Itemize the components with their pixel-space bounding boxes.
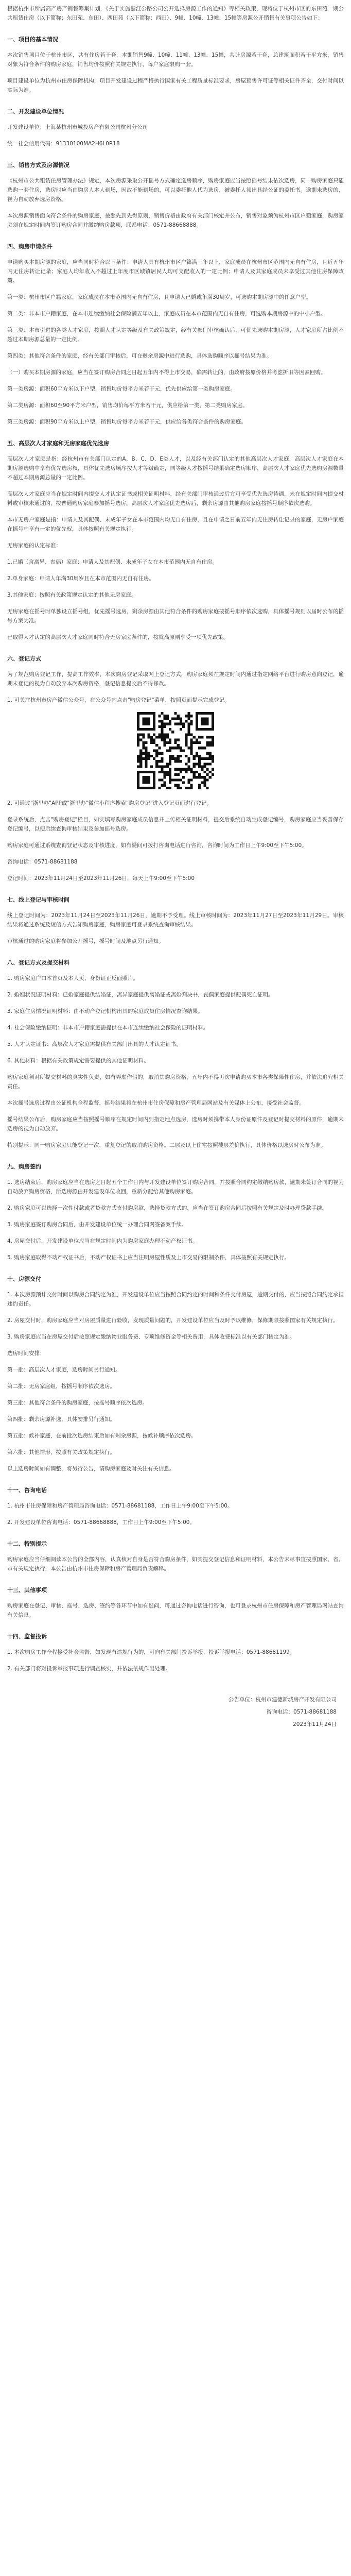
section-10-paragraph: 1. 本次房源预计交付时间以购房合同约定为准，开发建设单位应当按照合同约定的时间和条件交付房屋，逾期交付的，应当按照合同约定承担违约责任。 bbox=[7, 1292, 344, 1307]
section-4-paragraph: 第三类房源：面积90平方米以上户型，销售均价每平方米若干元，供应给各类符合条件的购房家庭。 bbox=[7, 419, 247, 425]
section-7-paragraph: 线上登记时间为：2023年11月24日至2023年11月26日，逾期不予受理。线上审核时间为：2023年11月27日至2023年11月29日。审核结果将通过系统及短信方式告知购房家庭，购房家庭可登录系统查询审核结果。 bbox=[7, 912, 344, 928]
section-10-paragraph: 第六批：其他情形，按照有关政策规定执行。 bbox=[7, 1449, 115, 1455]
section-5-paragraph: 3.其他家庭：按照有关政策规定认定的其他无房家庭。 bbox=[7, 592, 137, 598]
section-4-paragraph: 第二类房源：面积60至90平方米户型，销售均价每平方米若干元，供应给第一类、第二类购房家庭。 bbox=[7, 402, 248, 409]
section-10-paragraph: 第三批：其他符合条件的购房家庭，按摇号顺序依次选房。 bbox=[7, 1400, 148, 1406]
section-4-paragraph: （一）购买本期房源的家庭，应当在签订购房合同之日起五年内不得上市交易，确需转让的，由政府按原价格并考虑折旧等因素回购。 bbox=[7, 369, 326, 376]
section-4-paragraph: 第一类：杭州市区户籍家庭，家庭成员在本市范围内无自有住房，且申请人已婚或年满30周岁，可选购本期房源中的任意户型。 bbox=[7, 294, 311, 300]
section-6-paragraph: 登录系统后，点击"购房登记"栏目，如实填写购房家庭成员信息并上传相关证明材料，提交后系统自动生成登记编号，购房家庭应当妥善保存登记编号，以便后续查询审核结果及参加摇号选房。 bbox=[7, 817, 344, 832]
section-6-paragraph: 购房家庭可通过系统查询登记状态及审核进度，如有疑问可拨打咨询电话进行咨询，咨询时间为工作日上午9:00至下午5:00。 bbox=[7, 842, 307, 849]
section-4-paragraph: 申请购买本期房源的家庭，应当同时符合以下条件：申请人具有杭州市区户籍满三年以上，家庭成员在杭州市区范围内无自有住房，且近五年内无住房转让记录；家庭人均年收入不超过上年度市区城镇居民人均可支配收入的一定比例；申请人及其家庭成员未享受过其他住房保障政策。 bbox=[7, 259, 344, 284]
section-10-paragraph: 3. 购房家庭应当在房屋交付后按照规定缴纳物业服务费、专项维修资金等相关费用，具体收费标准以有关部门核定为准。 bbox=[7, 1334, 295, 1340]
section-5-paragraph: 无房家庭的认定标准： bbox=[7, 543, 61, 549]
section-14-heading: 十四、监督投诉 bbox=[7, 1633, 47, 1640]
signature-organization: 公告单位：杭州市建德新城房产开发有限公司 bbox=[229, 1697, 337, 1703]
section-6-heading: 六、登记方式 bbox=[7, 655, 41, 662]
section-10-paragraph: 第四批：剩余房源补选，具体安排另行通知。 bbox=[7, 1416, 115, 1422]
section-10-paragraph: 2. 房屋交付时，购房家庭应当对房屋质量进行验收，发现质量问题的，开发建设单位应当及时予以维修，保修期限按照国家有关规定执行。 bbox=[7, 1317, 339, 1324]
section-14-paragraph: 1. 本次购房工作全程接受社会监督，如发现有违规行为的，可向有关部门投诉举报，投诉举报电话：0571-88681199。 bbox=[7, 1649, 295, 1655]
section-8-paragraph: 5. 人才认定证书：高层次人才家庭需提供有关部门出具的人才认定证书。 bbox=[7, 1041, 182, 1047]
section-7-paragraph: 审核通过的购房家庭将参加公开摇号，摇号时间及地点另行通知。 bbox=[7, 938, 164, 944]
section-5-paragraph: 高层次人才家庭是指：经杭州市有关部门认定的A、B、C、D、E类人才，以及经有关部门认定的其他高层次人才家庭，高层次人才家庭在本期房源选购中享有优先选房权，具体优先选房顺序按人才等级确定，同等级人才按摇号结果确定选房顺序，高层次人才家庭优先选购房源数量不超过本期房源总量的一定比例。 bbox=[7, 456, 344, 481]
section-4-paragraph: 第三类：本市引进的各类人才家庭，按照人才认定等级及有关政策规定，经有关部门审核确认后，可优先选购本期房源，人才家庭所占比例不超过本期房源总量的一定比例。 bbox=[7, 327, 344, 343]
section-11-paragraph: 1. 杭州市住房保障和房产管理局咨询电话：0571-88681188，工作日上午9:00至下午5:00。 bbox=[7, 1503, 233, 1509]
section-5-paragraph: 2.单身家庭：申请人年满30周岁且在本市范围内无自有住房。 bbox=[7, 575, 154, 582]
section-10-paragraph: 第五批：候补家庭，在前批次选房结束后如有剩余房源，按候补顺序依次选房。 bbox=[7, 1433, 197, 1439]
section-10-paragraph: 第二批：无房家庭组，按摇号顺序依次选房。 bbox=[7, 1383, 115, 1389]
section-4-paragraph: 第二类：非本市户籍家庭，在本市连续缴纳社会保险满五年以上，家庭成员在本市范围内无自有住房，可选购本期房源中的中小户型。 bbox=[7, 311, 326, 317]
section-1-paragraph: 本次销售项目位于杭州市区，共有住房若干套，本期销售9幢、10幢、11幢、13幢、15幢，共计房源若干套，总建筑面积若干平方米，销售对象为符合条件的购房家庭，销售均价按照有关规定执行，每户家庭限购一套。 bbox=[7, 52, 344, 67]
section-3-paragraph: 《杭州市公共租赁住房管理办法》规定，本次房源采取公开摇号方式确定选房顺序，购房家庭应当按照摇号结果依次选房，同一购房家庭只能选购一套住房，选房时应当由购房人本人到场，因故不能到场的，可以委托他人代为选房，被委托人须出具经公证的委托书。逾期未选房的，视为自动放弃选房资格。 bbox=[7, 178, 344, 202]
section-1-heading: 一、项目的基本情况 bbox=[7, 36, 58, 43]
section-5-paragraph: 本市无房户家庭是指：申请人及其配偶、未成年子女在本市范围内均无自有住房，且在申请之日前五年内无住房转让记录的家庭，无房户家庭在摇号中享有一定的优先权，具体按照有关规定执行。 bbox=[7, 517, 344, 532]
section-6-paragraph: 为了规范购房登记工作，提高工作效率，本次购房登记采取网上登记方式，购房家庭须在规定时间内通过指定网络平台进行购房意向登记，逾期未登记的视为自动放弃本次购房资格，登记信息提交后不得修改。 bbox=[7, 671, 344, 687]
section-5-paragraph: 无房家庭在摇号时单独设立摇号组，优先摇号选房，剩余房源由其他符合条件的购房家庭按摇号顺序依次选购，具体摇号规则以届时公布的摇号方案为准。 bbox=[7, 608, 344, 624]
developer-name: 开发建设单位：上海某杭州市城投房产有限公司杭州分公司 bbox=[7, 124, 148, 130]
section-3-paragraph: 本次房源销售面向符合条件的购房家庭，按照先到先得原则，销售价格由政府有关部门核定并公布，销售对象须为杭州市区户籍家庭，购房家庭须在规定时间内签订购房合同并缴纳购房款项，联系电话：0571-88668888。 bbox=[7, 213, 344, 228]
section-10-paragraph: 以上选房时间如有调整，将另行公告，请购房家庭及时关注有关信息。 bbox=[7, 1466, 175, 1472]
section-8-paragraph: 特别提示：同一购房家庭只能登记一次，重复登记的取消购房资格。二层及以上住宅按照楼层差价执行，具体价格以选房时公布为准。 bbox=[7, 1142, 326, 1148]
section-6-time: 登记时间：2023年11月24日至2023年11月26日，每天上午9:00至下午5:00 bbox=[7, 875, 195, 882]
section-8-paragraph: 1. 购房家庭户口本首页及本人页、身份证正反面照片。 bbox=[7, 975, 138, 981]
section-5-paragraph: 高层次人才家庭应当在规定时间内提交人才认定证书或相关证明材料，经有关部门审核通过后方可享受优先选房待遇，未在规定时间内提交材料或审核未通过的，按普通购房家庭参加摇号选房。高层次人才家庭优先选房后，剩余房源由其他购房家庭按摇号顺序依次选购。 bbox=[7, 491, 344, 506]
section-6-paragraph: 2. 可通过"浙里办"APP或"浙里办"微信小程序搜索"购房登记"进入登记页面进行登记。 bbox=[7, 800, 213, 806]
section-14-paragraph: 2. 有关部门将对投诉举报事项进行调查核实，并依法依规作出处理。 bbox=[7, 1666, 171, 1672]
signature-phone: 咨询电话：0571-88681188 bbox=[266, 1709, 337, 1715]
section-4-heading: 四、购房申请条件 bbox=[7, 243, 52, 250]
section-11-paragraph: 2. 开发建设单位咨询电话：0571-88668888，工作日上午9:00至下午5:00。 bbox=[7, 1519, 195, 1526]
section-5-paragraph: 已取得人才认定的高层次人才家庭同时符合无房家庭条件的，按就高原则享受一项优先政策。 bbox=[7, 634, 229, 640]
intro-paragraph: 根据杭州市所属高产房产销售筹集计划，《关于实施浙江公路公司公开选择房源工作的通知》等相关政策，现将位于杭州市区的东田苑一期公共租赁住房（以下简称：东田苑、东田）、西田苑（以下简称：西田）、9幢、10幢、13幢、15幢等房源公开销售有关事项公告如下： bbox=[7, 6, 344, 21]
section-12-paragraph: 购房家庭应当仔细阅读本公告的全部内容，认真核对自身是否符合购房条件，如实提交登记信息和证明材料，本公告未尽事宜按照国家、省、市有关规定执行，本公告由杭州市住房保障和房产管理局负责解释。 bbox=[7, 1556, 344, 1572]
section-2-heading: 二、开发建设单位情况 bbox=[7, 108, 64, 115]
section-9-paragraph: 1. 选房结束后，购房家庭应当在选房之日起五个工作日内与开发建设单位签订购房合同，并按照合同约定缴纳购房款，逾期未签订合同的视为自动放弃购房资格，所选房源由开发建设单位收回，重新分配给其他购房家庭。 bbox=[7, 1179, 344, 1195]
section-4-paragraph: 第一类房源：面积60平方米以下户型，销售均价每平方米若干元，优先供应给第一类购房家庭。 bbox=[7, 386, 236, 392]
section-12-heading: 十二、特别提示 bbox=[7, 1540, 47, 1547]
section-11-heading: 十一、咨询电话 bbox=[7, 1487, 47, 1494]
section-10-paragraph: 选房时间安排： bbox=[7, 1350, 45, 1357]
section-8-paragraph: 3. 家庭住房情况证明材料：由不动产登记机构出具的家庭成员住房情况查询结果。 bbox=[7, 1008, 203, 1014]
section-5-heading: 五、高层次人才家庭和无房家庭优先选房 bbox=[7, 440, 109, 447]
section-13-heading: 十三、其他事项 bbox=[7, 1587, 47, 1594]
section-6-phone: 咨询电话：0571-88681188 bbox=[7, 859, 78, 865]
section-3-heading: 三、销售方式及房源情况 bbox=[7, 162, 69, 168]
developer-credit-code: 统一社会信用代码：91330100MA2H6L0R18 bbox=[7, 141, 120, 147]
section-5-paragraph: 1.已婚（含离异、丧偶）家庭：申请人及其配偶、未成年子女在本市范围内无自有住房。 bbox=[7, 559, 218, 565]
qr-code-image[interactable] bbox=[137, 712, 214, 789]
section-9-paragraph: 3. 购房家庭签订购房合同后，由开发建设单位统一办理合同网签备案手续。 bbox=[7, 1222, 187, 1228]
signature-date: 2023年11月24日 bbox=[293, 1721, 337, 1727]
section-8-paragraph: 购房家庭须对所提交材料的真实性负责，如有弄虚作假的，取消其购房资格，五年内不得再次申请购买本市各类保障性住房，并依法追究相关责任。 bbox=[7, 1074, 344, 1090]
section-8-paragraph: 2. 婚姻状况证明材料：已婚家庭提供结婚证，离异家庭提供离婚证或离婚判决书，丧偶家庭提供配偶死亡证明。 bbox=[7, 992, 274, 998]
section-1-paragraph: 项目建设单位为杭州市住房保障机构，项目开发建设过程严格执行国家有关工程质量标准要求，房屋预售许可证等相关证件齐全，交付时间以实际为准。 bbox=[7, 78, 344, 93]
section-8-paragraph: 6. 其他材料：根据有关政策规定需要提供的其他证明材料。 bbox=[7, 1058, 149, 1064]
section-4-paragraph: 第四类：其他符合条件的家庭，经有关部门审核后，可在剩余房源中进行选购，具体选购顺序以摇号结果为准。 bbox=[7, 353, 272, 359]
section-8-paragraph: 本次摇号选房过程由公证机构全程监督，摇号结果将在杭州市住房保障和房产管理局网站及有关媒体上公布，接受社会监督。 bbox=[7, 1100, 305, 1106]
section-6-paragraph: 1. 可关注杭州市房产微信公众号，在公众号内点击"购房登记"菜单，按照页面提示完成登记。 bbox=[7, 697, 230, 703]
section-8-paragraph: 4. 社会保险缴纳证明：非本市户籍家庭需提供在本市连续缴纳社会保险的证明材料。 bbox=[7, 1025, 209, 1031]
section-9-heading: 九、购房签约 bbox=[7, 1163, 41, 1170]
section-9-paragraph: 2. 购房家庭可以选择一次性付款或者贷款方式支付购房款，选择贷款方式的，应当在签订购房合同后按照有关规定及时办理贷款手续。 bbox=[7, 1205, 328, 1211]
section-9-paragraph: 4. 房屋交付后，开发建设单位应当在规定时间内为购房家庭办理不动产权证书。 bbox=[7, 1238, 198, 1244]
section-10-paragraph: 第一批：高层次人才家庭，选房时间另行通知。 bbox=[7, 1367, 121, 1373]
section-8-paragraph: 摇号结果公布后，购房家庭应当按照摇号顺序在规定时间内到指定地点选房，选房时须携带本人身份证原件及登记时提交材料的原件，逾期未选房的视为自动放弃。 bbox=[7, 1116, 344, 1132]
section-9-paragraph: 5. 购房家庭取得不动产权证书后，不动产权证书上应当注明房屋性质及上市交易的限制条件，具体按照有关规定执行。 bbox=[7, 1255, 290, 1261]
section-13-paragraph: 购房家庭在登记、审核、摇号、选房、签约等各环节中如有疑问，可通过咨询电话进行咨询，也可登录杭州市住房保障和房产管理局网站查询有关信息。 bbox=[7, 1603, 344, 1618]
section-8-heading: 八、登记方式及提交材料 bbox=[7, 959, 69, 966]
section-7-heading: 七、线上登记与审核时间 bbox=[7, 896, 69, 903]
section-10-heading: 十、房源交付 bbox=[7, 1276, 41, 1282]
